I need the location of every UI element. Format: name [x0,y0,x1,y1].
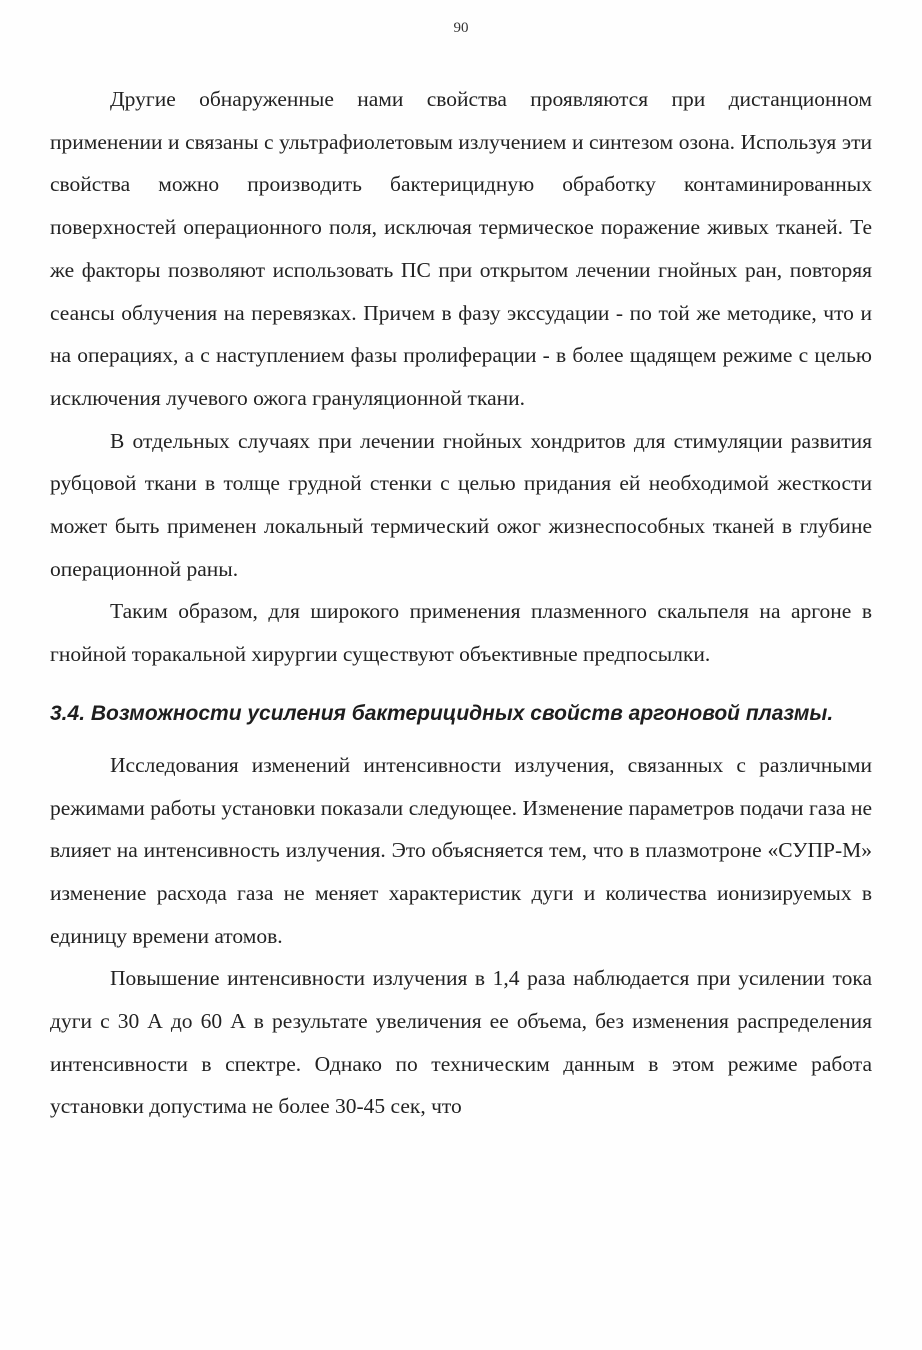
section-heading: 3.4. Возможности усиления бактерицидных свойств аргоновой плазмы. [50,701,834,725]
paragraph-chondritis-treatment: В отдельных случаях при лечении гнойных хондритов для стимуляции развития рубцовой ткани в толще грудной стенки с целью придания ей необходимой жесткости может быть применен локальный термический ожог жизнеспособных тканей в глубине операционной раны. [50,428,872,581]
page-number: 90 [453,20,469,36]
paragraph-conclusion-prerequisites: Таким образом, для широкого применения плазменного скальпеля на аргоне в гнойной торакальной хирургии существуют объективные предпосылки. [50,599,872,667]
page-content [50,78,872,1128]
paragraph-arc-current-increase: Повышение интенсивности излучения в 1,4 раза наблюдается при усилении тока дуги с 30 А до 60 А в результате увеличения ее объема, без изменения распределения интенсивности в спектре. Однако по техническим данным в этом режиме работа установки допустима не более 30-45 сек, что [50,966,872,1119]
paragraph-uv-ozone-properties: Другие обнаруженные нами свойства проявляются при дистанционном применении и связаны с ультрафиолетовым излучением и синтезом озона. Используя эти свойства можно производить бактерицидную обработку контаминированных поверхностей операционного поля, исключая термическое поражение живых тканей. Те же факторы позволяют использовать ПС при открытом лечении гнойных ран, повторяя сеансы облучения на перевязках. Причем в фазу экссудации - по той же методике, что и на операциях, а с наступлением фазы пролиферации - в более щадящем режиме с целью исключения лучевого ожога грануляционной ткани. [50,87,872,410]
paragraph-radiation-intensity-studies: Исследования изменений интенсивности излучения, связанных с различными режимами работы установки показали следующее. Изменение параметров подачи газа не влияет на интенсивность излучения. Это объясняется тем, что в плазмотроне «СУПР-М» изменение расхода газа не меняет характеристик дуги и количества ионизируемых в единицу времени атомов. [50,752,872,948]
